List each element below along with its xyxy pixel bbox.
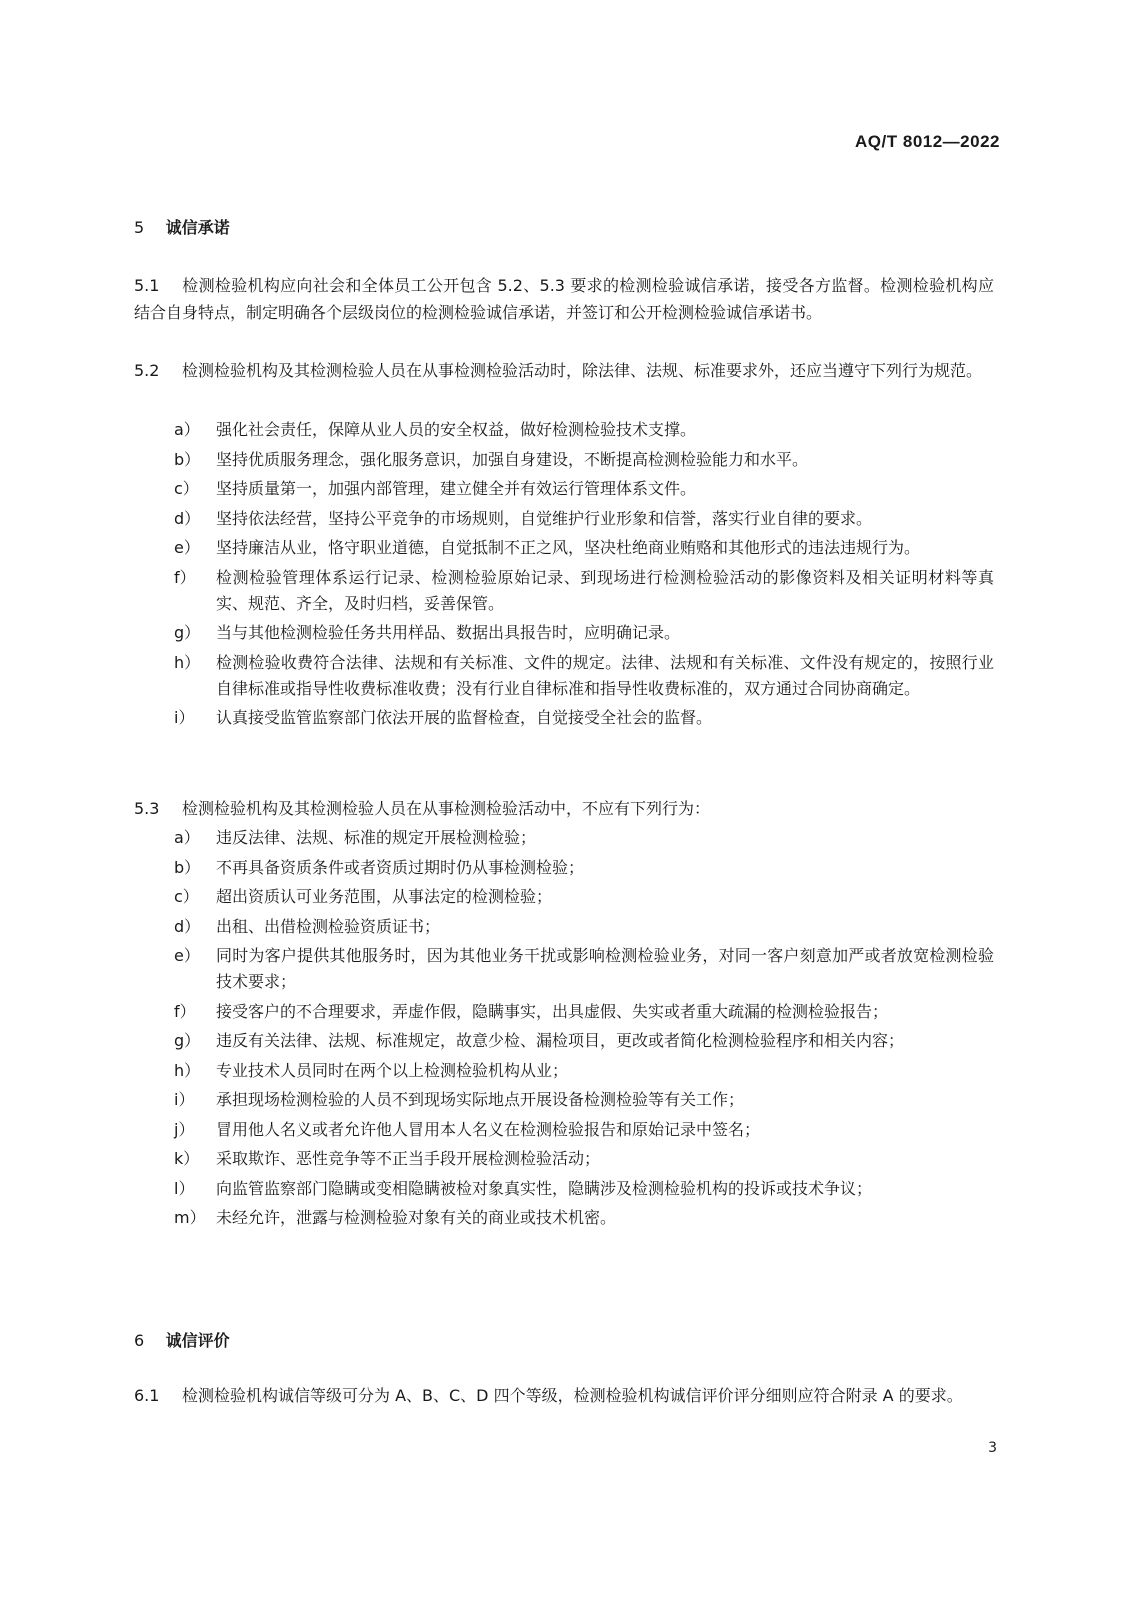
list-item <box>174 999 994 1025</box>
list-item <box>174 1205 994 1231</box>
list-item <box>174 565 994 617</box>
list-text: 坚持依法经营，坚持公平竞争的市场规则，自觉维护行业形象和信誉，落实行业自律的要求。 <box>216 508 873 528</box>
list-item <box>174 825 994 851</box>
list-marker: l） <box>174 1178 195 1198</box>
list-item <box>174 1176 994 1202</box>
list-item <box>174 855 994 881</box>
list-item <box>174 943 994 995</box>
list-marker: c） <box>174 479 199 498</box>
list-marker: a） <box>174 828 200 847</box>
list-marker: c） <box>174 887 199 906</box>
list-marker: f） <box>174 1001 196 1021</box>
list-text: 检测检验管理体系运行记录、检测检验原始记录、到现场进行检测检验活动的影像资料及相关证明材料等真实、规范、齐全，及时归档，妥善保管。 <box>216 567 994 613</box>
list-text: 专业技术人员同时在两个以上检测检验机构从业； <box>216 1060 569 1080</box>
list-marker: h） <box>174 652 201 672</box>
list-item <box>174 1087 994 1113</box>
list-text: 冒用他人名义或者允许他人冒用本人名义在检测检验报告和原始记录中签名； <box>216 1119 761 1139</box>
section-title: 诚信评价 <box>165 1331 230 1350</box>
section-6-heading <box>134 1328 230 1351</box>
list-marker: d） <box>174 508 201 528</box>
list-item <box>174 1146 994 1172</box>
clause-5-3-list <box>174 825 994 1235</box>
list-item <box>174 535 994 561</box>
section-number: 6 <box>134 1331 145 1350</box>
list-item <box>174 884 994 910</box>
list-text: 检测检验收费符合法律、法规和有关标准、文件的规定。法律、法规和有关标准、文件没有规定的，按照行业自律标准或指导性收费标准收费；没有行业自律标准和指导性收费标准的，双方通过合同协商确定。 <box>216 652 994 698</box>
list-text: 不再具备资质条件或者资质过期时仍从事检测检验； <box>216 857 585 877</box>
list-item <box>174 1028 994 1054</box>
list-marker: g） <box>174 623 201 642</box>
list-item <box>174 417 994 443</box>
list-text: 出租、出借检测检验资质证书； <box>216 916 441 936</box>
list-marker: b） <box>174 449 201 469</box>
list-text: 违反法律、法规、标准的规定开展检测检验； <box>216 828 537 847</box>
list-text: 认真接受监管监察部门依法开展的监督检查，自觉接受全社会的监督。 <box>216 708 713 727</box>
clause-5-2-list <box>174 417 994 735</box>
list-text: 超出资质认可业务范围，从事法定的检测检验； <box>216 887 553 906</box>
clause-5-2 <box>134 358 994 385</box>
list-item <box>174 620 994 646</box>
list-marker: e） <box>174 538 200 557</box>
clause-text: 检测检验机构及其检测检验人员在从事检测检验活动中，不应有下列行为： <box>182 799 711 818</box>
list-item <box>174 506 994 532</box>
list-item <box>174 914 994 940</box>
list-marker: i） <box>174 1090 195 1109</box>
list-marker: i） <box>174 708 195 727</box>
list-text: 坚持质量第一，加强内部管理，建立健全并有效运行管理体系文件。 <box>216 479 697 498</box>
clause-number: 5.3 <box>134 799 160 818</box>
list-marker: e） <box>174 946 200 965</box>
list-text: 承担现场检测检验的人员不到现场实际地点开展设备检测检验等有关工作； <box>216 1090 745 1109</box>
list-marker: f） <box>174 567 196 587</box>
list-text: 当与其他检测检验任务共用样品、数据出具报告时，应明确记录。 <box>216 623 681 642</box>
list-text: 强化社会责任，保障从业人员的安全权益，做好检测检验技术支撑。 <box>216 420 697 439</box>
list-item <box>174 476 994 502</box>
list-text: 违反有关法律、法规、标准规定，故意少检、漏检项目，更改或者简化检测检验程序和相关内容； <box>216 1031 905 1050</box>
list-marker: j） <box>174 1119 195 1139</box>
list-text: 同时为客户提供其他服务时，因为其他业务干扰或影响检测检验业务，对同一客户刻意加严或者放宽检测检验技术要求； <box>216 946 994 991</box>
section-5-heading <box>134 215 230 238</box>
list-marker: g） <box>174 1031 201 1050</box>
standard-code: AQ/T 8012—2022 <box>855 132 1000 151</box>
clause-text: 检测检验机构及其检测检验人员在从事检测检验活动时，除法律、法规、标准要求外，还应当遵守下列行为规范。 <box>182 361 983 380</box>
list-text: 采取欺诈、恶性竞争等不正当手段开展检测检验活动； <box>216 1149 601 1168</box>
list-item <box>174 650 994 702</box>
clause-5-1 <box>134 273 994 326</box>
list-text: 坚持优质服务理念，强化服务意识，加强自身建设，不断提高检测检验能力和水平。 <box>216 449 809 469</box>
list-text: 未经允许，泄露与检测检验对象有关的商业或技术机密。 <box>216 1208 617 1227</box>
list-marker: m） <box>174 1208 206 1227</box>
clause-number: 5.1 <box>134 276 160 295</box>
list-text: 向监管监察部门隐瞒或变相隐瞒被检对象真实性，隐瞒涉及检测检验机构的投诉或技术争议； <box>216 1178 873 1198</box>
list-marker: b） <box>174 857 201 877</box>
list-item <box>174 447 994 473</box>
list-text: 接受客户的不合理要求，弄虚作假，隐瞒事实，出具虚假、失实或者重大疏漏的检测检验报告； <box>216 1001 889 1021</box>
list-text: 坚持廉洁从业，恪守职业道德，自觉抵制不正之风，坚决杜绝商业贿赂和其他形式的违法违规行为。 <box>216 538 921 557</box>
page-number: 3 <box>988 1440 997 1456</box>
list-marker: h） <box>174 1060 201 1080</box>
list-item <box>174 1117 994 1143</box>
clause-text: 检测检验机构诚信等级可分为 A、B、C、D 四个等级，检测检验机构诚信评价评分细则应符合附录 A 的要求。 <box>182 1386 963 1405</box>
list-marker: d） <box>174 916 201 936</box>
clause-6-1 <box>134 1383 994 1410</box>
list-item <box>174 1058 994 1084</box>
list-item <box>174 705 994 731</box>
section-number: 5 <box>134 218 145 237</box>
clause-text: 检测检验机构应向社会和全体员工公开包含 5.2、5.3 要求的检测检验诚信承诺，接受各方监督。检测检验机构应结合自身特点，制定明确各个层级岗位的检测检验诚信承诺，并签订和公开检测检验诚信承诺书。 <box>134 276 994 322</box>
list-marker: a） <box>174 420 200 439</box>
clause-5-3 <box>134 796 994 823</box>
clause-number: 6.1 <box>134 1386 160 1405</box>
section-title: 诚信承诺 <box>165 218 230 237</box>
list-marker: k） <box>174 1149 200 1168</box>
clause-number: 5.2 <box>134 361 160 380</box>
